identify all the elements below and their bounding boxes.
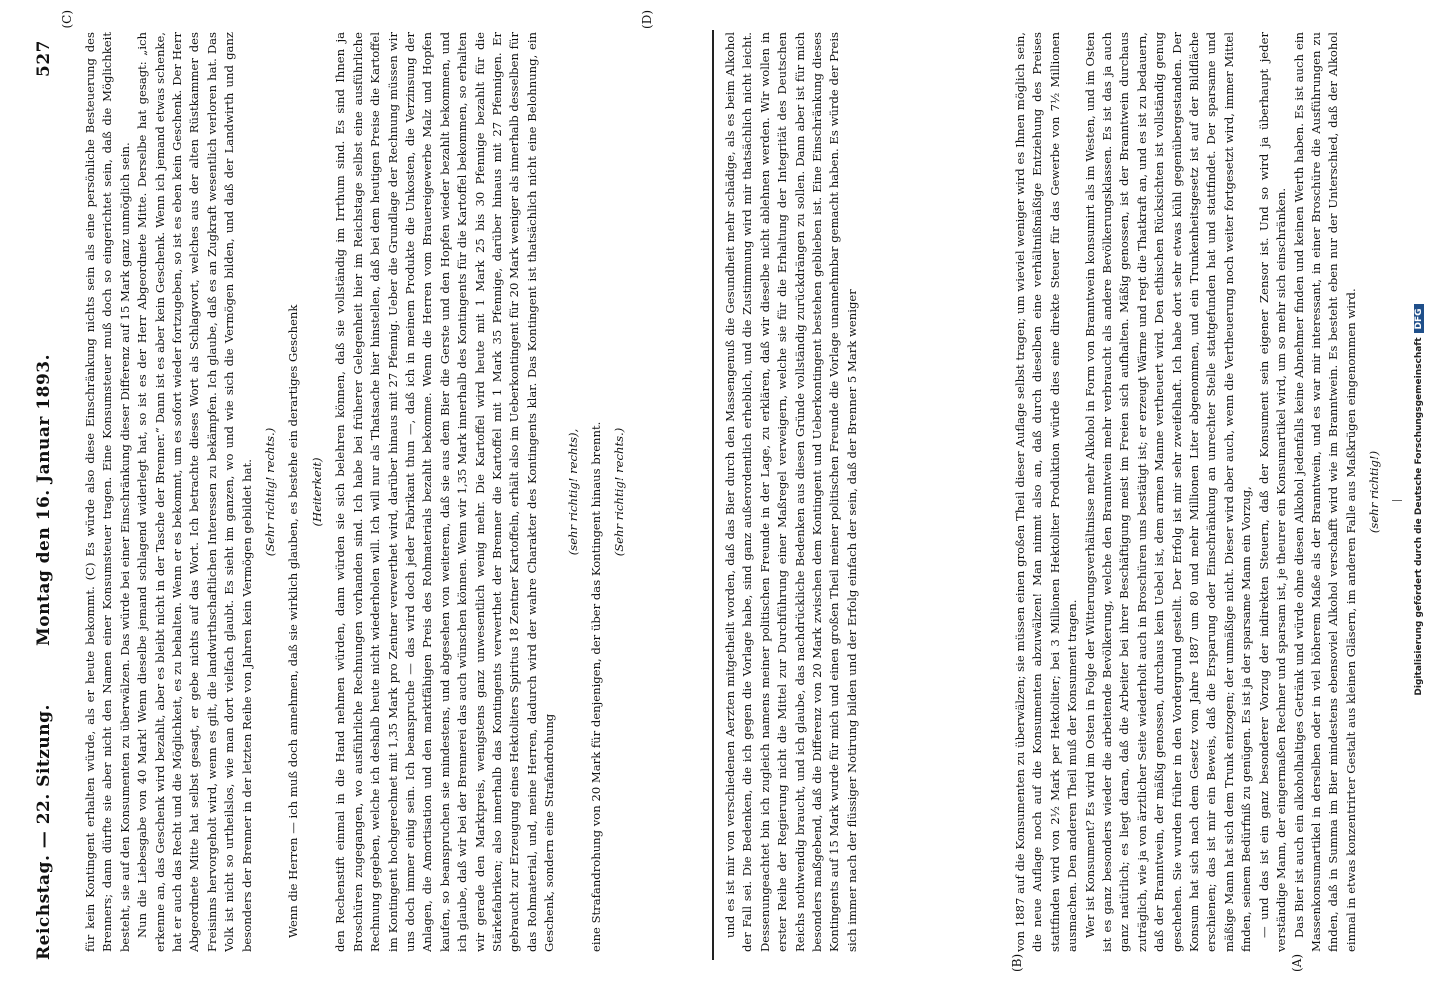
- header-page-number: 527: [34, 40, 54, 77]
- margin-marker-a: (A): [1290, 953, 1304, 972]
- upper-paragraph: Nun die Liebesgabe von 40 Mark! Wenn dieselbe jemand schlagend widerlegt hat, so ist es der Herr Abgeordnete Mitte. Derselbe hat gesagt: „ich erkenne an, das Geschenk wird bezahlt, aber es bleibt nicht in der Tasche der Brenner.“ Dann ist es aber kein Geschenk. Wenn ich jemand etwas schenke, hat er auch das Recht und die Möglichkeit, es zu behalten. Wenn er es bekommt, um es sofort wieder fortzugeben, so ist es eben kein Geschenk. Der Herr Abgeordnete Mitte hat selbst gesagt, er gebe nichts auf das Wort. Ich betrachte dieses Wort als Schlagwort, welches aus der alten Rüstkammer des Freisinns hervorgeholt wird, wenn es gilt, die landwirthschaftlichen Interessen zu bekämpfen. Ich glaube, daß es an Zugkraft wesentlich verloren hat. Das Volk ist nicht so urtheilslos, wie man dort vielfach glaubt. Es sieht im ganzen, wo und wie sich die Vermögen bilden, und daß der Landwirth und ganz besonders der Brenner in der letzten Reihe von Jahren kein Vermögen gebildet hat.: [135, 32, 254, 952]
- margin-marker-c: (C): [60, 10, 74, 29]
- interjection: (Sehr richtig! rechts.): [263, 427, 278, 557]
- lower-paragraph: Wer ist Konsument? Es wird im Osten in Folge der Witterungsverhältnisse mehr Alkohol in Form von Branntwein konsumirt als im Westen, und im Osten ist es ganz besonders wieder die arbeitende Bevölkerung, welche den Branntwein mehr verbraucht als andere Bevölkerungsklassen. Es ist das ja auch ganz natürlich; es liegt daran, daß die Arbeiter bei ihrer Beschäftigung meist im Freien sich aufhalten. Mäßig genossen, ist der Branntwein durchaus zuträglich, wie ja von ärztlicher Seite wiederholt auch in Broschüren uns bestätigt ist; er erzeugt Wärme und regt die Thatkraft an, und es ist zu bedauern, daß der Branntwein, der mäßig genossen, durchaus kein Uebel ist, dem armen Manne vertheuert wird. Den ethischen Rücksichten ist vollständig genug geschehen. Sie wurden früher in den Vordergrund gestellt. Der Erfolg ist mir sehr zweifelhaft. Ich habe dort sehr etwas kühl gegenübergestanden. Der Konsum hat sich nach dem Gesetz vom Jahre 1887 um 80 und mehr Millionen Liter abgenommen, und ein Trunkenheitsgesetz ist auf der Bildfläche erschienen; das ist mir ein Beweis, daß die Ersparung oder Einschränkung an unrechter Stelle stattgefunden hat und stattfindet. Der sparsame und mäßige Mann hat sich dem Trunk entzogen; der unmäßige nicht. Dieser wird aber auch, wenn die Vertheuerung noch weiter fortgesetzt wird, immer Mittel finden, seinem Bedürfniß zu genügen. Es ist ja der sparsame Mann ein Vorzug,: [1082, 32, 1254, 952]
- lower-paragraph: von 1887 auf die Konsumenten zu überwälzen; sie müssen einen großen Theil dieser Auflage selbst tragen; um wieviel weniger wird es Ihnen möglich sein, die neue Auflage noch auf die Konsumenten abzuwälzen! Man nimmt also an, daß durch dieselben eine verhältnißmäßige Entziehung des Preises stattfinden wird von 2½ Mark per Hektoliter; bei 3 Millionen Hektoliter Produktion würde dies eine direkte Steuer für das Gewerbe von 7½ Millionen ausmachen. Den anderen Theil muß der Konsument tragen.: [1013, 32, 1080, 952]
- footer-text: Digitalisierung gefördert durch die Deutsche Forschungsgemeinschaft: [1414, 337, 1424, 696]
- digitization-footer: [1414, 0, 1430, 1000]
- page-header: [34, 30, 58, 970]
- lower-paragraph: — und das ist ein ganz besonderer Vorzug der indirekten Steuern, daß der Konsument sein eigener Zensor ist. Und so wird ja überhaupt jeder verständige Mann, der eingermaßen Rechner und sparsam ist, je theurer ein Konsumartikel wird, um so mehr sich einschränken.: [1256, 32, 1289, 952]
- header-date: Montag den 16. Januar 1893.: [34, 353, 54, 647]
- interjection: (Heiterkeit): [309, 457, 324, 527]
- middle-text-column: [722, 32, 1004, 952]
- header-session: Reichstag. — 22. Sitzung.: [34, 704, 54, 960]
- dfg-logo: DFG: [1414, 304, 1424, 333]
- upper-paragraph: den Rechenstift einmal in die Hand nehmen würden, dann würden sie sich belehren können, daß sie vollständig im Irrthum sind. Es sind Ihnen ja Broschüren zugegangen, wo ausführliche Rechnungen vorhanden sind. Ich habe bei früherer Gelegenheit hier im Reichstage selbst eine ausführliche Rechnung gegeben, welche ich deshalb heute nicht wiederholen will. Ich will nur als Thatsache hier hinstellen, daß bei dem heutigen Preise die Kartoffel im Kontingent hochgerechnet mit 1,35 Mark pro Zentner verwerthet wird, darüber hinaus mit 27 Pfennig. Ueber die Grundlage der Rechnung müssen wir uns doch immer einig sein. Ich beanspruche — das wird doch jeder Fabrikant thun —, daß ich in meinem Produkte die Unkosten, die Verzinsung der Anlagen, die Amortisation und den marktfähigen Preis des Rohmaterials bezahlt bekomme. Wenn die Herren vom Brauereigewerbe Malz und Hopfen kaufen, so beanspruchen sie mindestens, und abgesehen von weiterem, daß sie aus dem Bier die Gerste und den Hopfen wieder bezahlt bekommen, und ich glaube, daß wir bei der Brennerei das auch wünschen können. Wenn wir 1,35 Mark innerhalb des Kontingents für die Kartoffel bekommen, so erhalten wir gerade den Marktpreis, wenigstens ganz unwesentlich wenig mehr. Die Kartoffel wird heute mit 1 Mark 25 bis 30 Pfennige bezahlt für die Stärkefabriken; also innerhalb das Kontingents verwerthet der Brenner die Kartoffel mit 1 Mark 35 Pfennige, darüber hinaus mit 27 Pfennigen. Er gebraucht zur Erzeugung eines Hektoliters Spiritus 18 Zentner Kartoffeln, erhält also im Ueberkontingent für 20 Mark weniger als innerhalb desselben für das Rohmaterial, und, meine Herren, dadurch wird der wahre Charakter des Kontingents klar. Das Kontingent ist thatsächlich nicht eine Belohnung, ein Geschenk, sondern eine Strafandrohung: [333, 32, 557, 952]
- middle-paragraph: und es ist mir von verschiedenen Aerzten mitgetheilt worden, daß das Bier durch den Massengenuß die Gesundheit mehr schädige, als es beim Alkohol der Fall sei. Die Bedenken, die ich gegen die Vorlage habe, sind ganz außerordentlich erheblich, und die Zustimmung wird mir thatsächlich nicht leicht. Dessenungeachtet bin ich zugleich namens meiner politischen Freunde in der Lage, zu erklären, daß wir dieselbe nicht ablehnen werden. Wir wollen in erster Reihe der Regierung nicht die Mittel zur Durchführung einer Maßregel verweigern, welche sie für die Erhaltung der Integrität des Deutschen Reichs nothwendig braucht, und ich glaube, das nachdrückliche Bedenken aus diesen Gründe vollständig zurückdrängen zu sollen. Dann aber ist für mich besonders maßgebend, daß die Differenz von 20 Mark zwischen dem Kontingent und Ueberkontingent bestehen geblieben ist. Eine Einschränkung dieses Kontingents auf 15 Mark wurde für mich und einen großen Theil meiner politischen Freunde die Vorlage unannehmbar gemacht haben. Es würde der Preis sich immer nach der flüssiger Notirung bilden und der Erfolg einfach der sein, daß der Brenner 5 Mark weniger: [723, 32, 859, 952]
- column-divider: [712, 30, 714, 960]
- lower-paragraph: Das Bier ist auch ein alkoholhaltiges Getränk und würde ohne diesen Alkohol jedenfalls keine Abnehmer finden und keinen Werth haben. Es ist auch ein Massenkonsumartikel in derselben oder in viel höherem Maße als der Branntwein, und es war mir interessant, in einer Broschüre die Ausführungen zu finden, daß in Summa im Bier mindestens ebensoviel Alkohol verschafft wird wie im Branntwein. Es besteht eben nur der Unterschied, daß der Alkohol einmal in etwas konzentrirter Gestalt aus kleinen Gläsern, im anderen Falle aus Maßkrügen eingenommen wird.: [1291, 32, 1358, 952]
- interjection: (Sehr richtig! rechts.): [612, 427, 627, 557]
- upper-paragraph: für kein Kontingent erhalten würde, als er heute bekommt. (C) Es würde also diese Einschränkung nichts sein als eine persönliche Besteuerung des Brenners; dann dürfte sie aber nicht den Namen einer Konsumsteuer tragen. Eine Konsumsteuer muß doch so eingerichtet sein, daß die Möglichkeit besteht, sie auf den Konsumenten zu überwälzen. Das würde bei einer Einschränkung dieser Differenz auf 15 Mark ganz unmöglich sein.: [83, 32, 132, 952]
- upper-paragraph: Wenn die Herren — ich muß doch annehmen, daß sie wirklich glauben, es bestehe ein derartiges Geschenk: [286, 304, 301, 938]
- interjection: (sehr richtig! rechts),: [565, 428, 580, 556]
- upper-paragraph: eine Strafandrohung von 20 Mark für denjenigen, der über das Kontingent hinaus brennt.: [588, 421, 603, 952]
- upper-text-column: [82, 32, 697, 952]
- interjection: (sehr richtig!): [1367, 450, 1382, 534]
- lower-text-column: [1012, 32, 1418, 952]
- margin-marker-b: (B): [1010, 953, 1024, 972]
- margin-marker-d: (D): [640, 10, 654, 29]
- scan-tick-mark: [1392, 500, 1402, 501]
